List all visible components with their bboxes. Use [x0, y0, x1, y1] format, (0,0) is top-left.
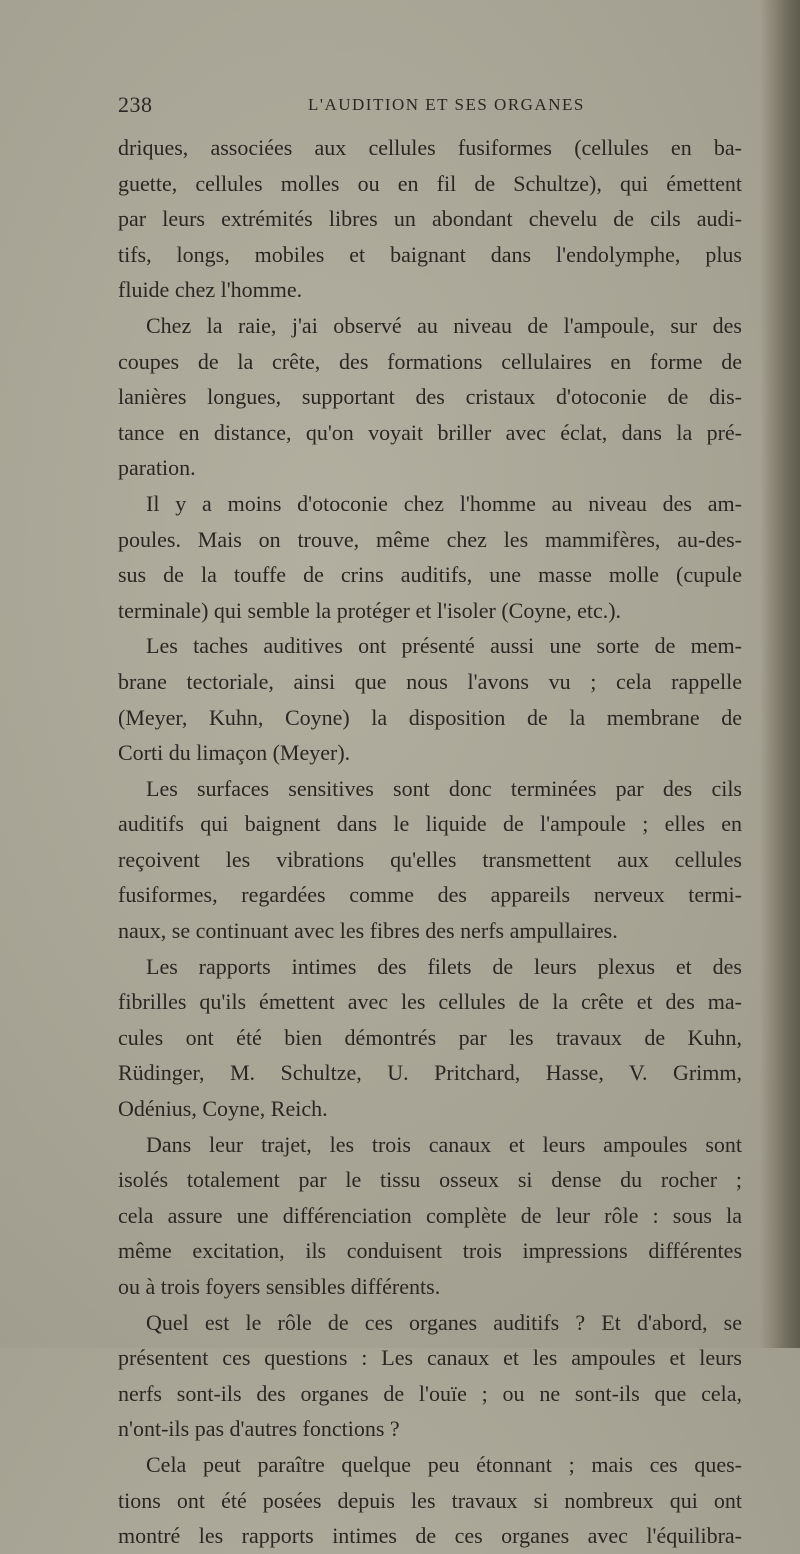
text-line: cela assure une différenciation complète de leur rôle : sous la: [118, 1202, 742, 1228]
text-line: tance en distance, qu'on voyait briller avec éclat, dans la pré-: [118, 419, 742, 445]
text-line: Les surfaces sensitives sont donc terminées par des cils: [146, 775, 742, 801]
text-line: Chez la raie, j'ai observé au niveau de l'ampoule, sur des: [146, 312, 742, 338]
text-line: montré les rapports intimes de ces organes avec l'équilibra-: [118, 1523, 742, 1549]
text-line: Dans leur trajet, les trois canaux et leurs ampoules sont: [146, 1131, 742, 1157]
text-line: Rüdinger, M. Schultze, U. Pritchard, Hasse, V. Grimm,: [118, 1060, 742, 1086]
text-line: naux, se continuant avec les fibres des nerfs ampullaires.: [118, 918, 618, 944]
text-line: fluide chez l'homme.: [118, 277, 303, 303]
text-line: Corti du limaçon (Meyer).: [118, 740, 351, 766]
text-line: coupes de la crête, des formations cellulaires en forme de: [118, 348, 742, 374]
text-line: fibrilles qu'ils émettent avec les cellules de la crête et des ma-: [118, 989, 742, 1015]
page-number: 238: [118, 92, 153, 117]
text-line: présentent ces questions : Les canaux et les ampoules et leurs: [118, 1345, 742, 1371]
text-line: même excitation, ils conduisent trois impressions différentes: [118, 1238, 742, 1264]
page-header: [118, 92, 738, 122]
text-line: brane tectoriale, ainsi que nous l'avons vu ; cela rappelle: [118, 668, 742, 694]
text-line: reçoivent les vibrations qu'elles transmettent aux cellules: [118, 846, 742, 872]
text-line: isolés totalement par le tissu osseux si dense du rocher ;: [118, 1167, 742, 1193]
text-line: n'ont-ils pas d'autres fonctions ?: [118, 1416, 400, 1442]
text-line: paration.: [118, 455, 196, 481]
text-line: nerfs sont-ils des organes de l'ouïe ; ou ne sont-ils que cela,: [118, 1380, 742, 1406]
text-line: cules ont été bien démontrés par les travaux de Kuhn,: [118, 1024, 742, 1050]
text-line: guette, cellules molles ou en fil de Schultze), qui émettent: [118, 170, 742, 196]
text-line: Les taches auditives ont présenté aussi une sorte de mem-: [146, 633, 742, 659]
text-line: driques, associées aux cellules fusiformes (cellules en ba-: [118, 135, 742, 160]
text-line: Odénius, Coyne, Reich.: [118, 1096, 328, 1122]
text-line: lanières longues, supportant des cristaux d'otoconie de dis-: [118, 384, 742, 410]
text-line: tions ont été posées depuis les travaux si nombreux qui ont: [118, 1487, 742, 1513]
text-line: (Meyer, Kuhn, Coyne) la disposition de la membrane de: [118, 704, 742, 730]
text-line: Il y a moins d'otoconie chez l'homme au niveau des am-: [146, 490, 742, 516]
body-text: [118, 130, 742, 1554]
page-edge-shadow: [760, 0, 800, 1348]
text-line: tifs, longs, mobiles et baignant dans l'endolymphe, plus: [118, 241, 742, 267]
text-line: fusiformes, regardées comme des appareils nerveux termi-: [118, 882, 742, 908]
running-title: L'AUDITION ET SES ORGANES: [308, 95, 585, 114]
text-line: auditifs qui baignent dans le liquide de l'ampoule ; elles en: [118, 811, 742, 837]
text-line: terminale) qui semble la protéger et l'isoler (Coyne, etc.).: [118, 597, 622, 623]
text-line: Les rapports intimes des filets de leurs plexus et des: [146, 953, 742, 979]
text-line: sus de la touffe de crins auditifs, une masse molle (cupule: [118, 562, 742, 588]
text-line: Quel est le rôle de ces organes auditifs ? Et d'abord, se: [146, 1309, 742, 1335]
text-line: Cela peut paraître quelque peu étonnant ; mais ces ques-: [146, 1451, 742, 1477]
text-line: par leurs extrémités libres un abondant chevelu de cils audi-: [118, 206, 742, 232]
text-line: ou à trois foyers sensibles différents.: [118, 1274, 441, 1299]
text-line: poules. Mais on trouve, même chez les mammifères, au-des-: [118, 526, 742, 552]
